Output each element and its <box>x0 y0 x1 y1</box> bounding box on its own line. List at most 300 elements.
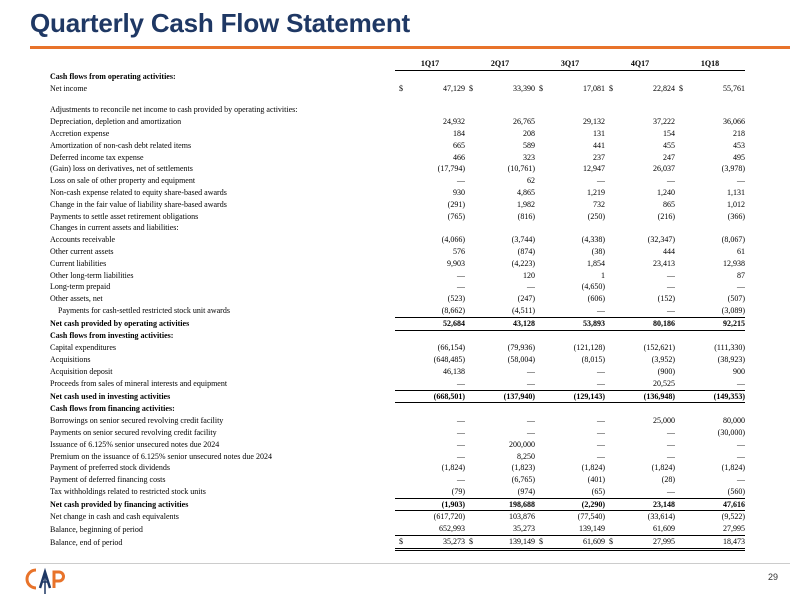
cell-value <box>675 378 745 390</box>
cell-value <box>465 246 535 258</box>
column-header: 1Q18 <box>675 58 745 70</box>
footer-rule <box>30 563 790 564</box>
cell-text: 61 <box>737 246 745 256</box>
cell-text: (3,089) <box>721 305 745 315</box>
cash-flow-table <box>50 58 750 551</box>
cell-text: (32,347) <box>647 235 675 245</box>
cell-value <box>535 403 605 415</box>
row-label: Balance, end of period <box>50 537 123 547</box>
cell-text: — <box>667 486 675 496</box>
cell-value <box>675 152 745 164</box>
cell-value <box>675 498 745 511</box>
cell-text: 80,000 <box>723 416 745 426</box>
cell-text: — <box>667 282 675 292</box>
cell-value <box>465 415 535 427</box>
cell-value <box>465 305 535 317</box>
cell-text: (33,614) <box>647 512 675 522</box>
cell-value <box>605 104 675 116</box>
cell-text: — <box>737 282 745 292</box>
cell-text: 930 <box>453 187 465 197</box>
cell-value <box>535 415 605 427</box>
cell-text: (6,765) <box>511 475 535 485</box>
row-label <box>50 94 395 104</box>
cell-value <box>465 462 535 474</box>
cell-text: (1,824) <box>651 463 675 473</box>
cell-value <box>465 498 535 511</box>
table-row <box>50 83 750 95</box>
cell-value <box>465 330 535 342</box>
cell-value <box>535 270 605 282</box>
cell-value <box>605 523 675 535</box>
cell-value <box>395 104 465 116</box>
cell-value <box>465 199 535 211</box>
cell-value <box>605 462 675 474</box>
row-label: Balance, beginning of period <box>50 524 143 534</box>
cell-value <box>395 281 465 293</box>
cell-value <box>605 258 675 270</box>
cell-text: 27,995 <box>653 537 675 547</box>
cell-text: 22,824 <box>653 83 675 93</box>
cell-value <box>465 427 535 439</box>
cell-text: (560) <box>727 486 745 496</box>
table-row <box>50 222 750 234</box>
page-title: Quarterly Cash Flow Statement <box>30 8 410 38</box>
cell-value <box>675 270 745 282</box>
cell-value <box>535 140 605 152</box>
cell-value <box>465 128 535 140</box>
cell-text: (1,903) <box>441 499 465 509</box>
table-row <box>50 246 750 258</box>
cell-value <box>395 305 465 317</box>
cell-value <box>395 163 465 175</box>
cell-value <box>395 415 465 427</box>
cell-value <box>675 354 745 366</box>
cell-text: — <box>527 378 535 388</box>
row-label: Issuance of 6.125% senior unsecured notes due 2024 <box>50 439 220 449</box>
table-row <box>50 403 750 415</box>
cell-value <box>605 152 675 164</box>
cell-text: 61,609 <box>583 537 605 547</box>
cell-value <box>395 354 465 366</box>
title-rule <box>30 46 790 49</box>
cell-value <box>465 342 535 354</box>
table-row <box>50 116 750 128</box>
table-row <box>50 536 750 550</box>
cell-value <box>465 70 535 82</box>
cell-text: — <box>597 305 605 315</box>
cell-value <box>605 427 675 439</box>
cell-value <box>605 354 675 366</box>
cell-text: (66,154) <box>437 343 465 353</box>
cell-value <box>675 366 745 378</box>
cell-text: 47,129 <box>443 83 465 93</box>
cell-value <box>605 94 675 104</box>
cell-value <box>465 486 535 498</box>
cell-value <box>675 104 745 116</box>
cell-text: — <box>527 366 535 376</box>
cell-value <box>395 246 465 258</box>
cell-value <box>395 83 465 95</box>
row-label: Payments for cash-settled restricted stock unit awards <box>58 306 230 316</box>
cell-value <box>395 152 465 164</box>
cell-text: 865 <box>663 199 675 209</box>
table-row <box>50 451 750 463</box>
cell-text: (1,824) <box>581 463 605 473</box>
cell-text: — <box>667 270 675 280</box>
cell-value <box>675 83 745 95</box>
cell-value <box>465 104 535 116</box>
currency-symbol: $ <box>399 537 403 547</box>
cell-value <box>535 330 605 342</box>
cell-text: — <box>457 416 465 426</box>
cell-value <box>395 211 465 223</box>
cell-text: (3,952) <box>651 355 675 365</box>
cell-text: (2,290) <box>581 499 605 509</box>
row-label: Long-term prepaid <box>50 282 111 292</box>
cell-value <box>675 342 745 354</box>
cell-value <box>395 222 465 234</box>
cell-text: (1,824) <box>721 463 745 473</box>
row-label: Current liabilities <box>50 258 107 268</box>
cell-text: (129,143) <box>573 391 605 401</box>
cell-value <box>465 234 535 246</box>
cell-text: 495 <box>733 152 745 162</box>
cell-value <box>605 536 675 550</box>
cell-value <box>605 270 675 282</box>
cell-value <box>535 439 605 451</box>
cell-value <box>465 281 535 293</box>
cell-text: 4,865 <box>517 187 535 197</box>
cell-value <box>675 163 745 175</box>
cell-text: 1,240 <box>657 187 675 197</box>
cell-value <box>395 523 465 535</box>
cell-value <box>395 70 465 82</box>
cell-text: (8,662) <box>441 305 465 315</box>
cell-text: 87 <box>737 270 745 280</box>
cell-value <box>675 281 745 293</box>
cell-value <box>605 498 675 511</box>
page-number: 29 <box>767 572 778 582</box>
currency-symbol: $ <box>679 83 683 93</box>
cell-value <box>605 317 675 330</box>
cell-text: — <box>527 416 535 426</box>
cell-text: (3,744) <box>511 235 535 245</box>
cell-text: (8,067) <box>721 235 745 245</box>
cell-value <box>605 234 675 246</box>
cell-value <box>535 523 605 535</box>
cell-value <box>395 317 465 330</box>
cell-value <box>535 511 605 523</box>
cell-text: (65) <box>591 486 605 496</box>
cell-text: — <box>737 475 745 485</box>
cell-text: (149,353) <box>713 391 745 401</box>
cell-value <box>465 258 535 270</box>
row-label: Other long-term liabilities <box>50 270 134 280</box>
cell-text: — <box>597 451 605 461</box>
cell-text: 36,066 <box>723 117 745 127</box>
cell-value <box>605 378 675 390</box>
table-row <box>50 305 750 317</box>
currency-symbol: $ <box>539 537 543 547</box>
table-row <box>50 70 750 82</box>
cell-text: 61,609 <box>653 524 675 534</box>
cell-text: (79) <box>451 486 465 496</box>
cell-value <box>465 83 535 95</box>
cell-value <box>395 116 465 128</box>
cell-text: 198,688 <box>509 499 535 509</box>
cell-text: 323 <box>523 152 535 162</box>
row-label: Amortization of non-cash debt related items <box>50 140 192 150</box>
currency-symbol: $ <box>609 83 613 93</box>
cell-value <box>535 199 605 211</box>
cell-value <box>465 390 535 403</box>
cell-value <box>465 116 535 128</box>
row-label: Change in the fair value of liability share-based awards <box>50 199 227 209</box>
cell-value <box>605 83 675 95</box>
cell-value <box>395 536 465 550</box>
cell-value <box>535 175 605 187</box>
cell-text: — <box>457 282 465 292</box>
cell-text: (77,540) <box>577 512 605 522</box>
cell-text: — <box>527 427 535 437</box>
cell-value <box>605 366 675 378</box>
cell-text: — <box>597 378 605 388</box>
cell-text: (507) <box>727 294 745 304</box>
table-row <box>50 427 750 439</box>
cell-text: (4,066) <box>441 235 465 245</box>
cell-value <box>395 498 465 511</box>
cell-text: 9,903 <box>447 258 465 268</box>
row-label: Capital expenditures <box>50 343 116 353</box>
cell-value <box>465 140 535 152</box>
cell-text: (152) <box>657 294 675 304</box>
cell-text: (17,794) <box>437 164 465 174</box>
column-header: 4Q17 <box>605 58 675 70</box>
cell-text: 12,938 <box>723 258 745 268</box>
cell-text: 652,993 <box>439 524 465 534</box>
cell-text: (366) <box>727 211 745 221</box>
table-row <box>50 523 750 535</box>
cell-text: — <box>457 427 465 437</box>
cell-text: 900 <box>733 366 745 376</box>
cell-value <box>395 486 465 498</box>
cell-value <box>395 366 465 378</box>
cell-text: 18,473 <box>723 537 745 547</box>
cell-text: 29,132 <box>583 117 605 127</box>
cell-value <box>465 211 535 223</box>
cell-text: 237 <box>593 152 605 162</box>
cell-text: 26,037 <box>653 164 675 174</box>
cell-value <box>605 342 675 354</box>
cell-value <box>605 486 675 498</box>
cell-text: 23,413 <box>653 258 675 268</box>
column-header: 1Q17 <box>395 58 465 70</box>
cell-value <box>395 427 465 439</box>
table-row <box>50 152 750 164</box>
cell-value <box>675 305 745 317</box>
cell-value <box>395 330 465 342</box>
cell-value <box>605 451 675 463</box>
cell-text: 35,273 <box>443 537 465 547</box>
cell-text: (136,948) <box>643 391 675 401</box>
table-row <box>50 128 750 140</box>
cell-text: — <box>667 439 675 449</box>
cell-value <box>675 462 745 474</box>
cell-value <box>535 258 605 270</box>
cell-text: 8,250 <box>517 451 535 461</box>
cell-value <box>675 403 745 415</box>
cell-value <box>535 305 605 317</box>
cell-text: — <box>597 416 605 426</box>
row-label: Net cash provided by financing activities <box>50 499 189 509</box>
cell-text: 1,012 <box>727 199 745 209</box>
cell-text: 53,893 <box>583 318 605 328</box>
cell-text: — <box>597 366 605 376</box>
cell-value <box>465 222 535 234</box>
cell-value <box>465 270 535 282</box>
table-row <box>50 104 750 116</box>
cell-value <box>675 439 745 451</box>
row-label: Proceeds from sales of mineral interests and equipment <box>50 378 228 388</box>
cell-text: 218 <box>733 128 745 138</box>
table-body <box>50 70 750 549</box>
cell-value <box>675 70 745 82</box>
cell-text: (28) <box>661 475 675 485</box>
cell-value <box>395 439 465 451</box>
cell-text: 131 <box>593 128 605 138</box>
cell-text: — <box>457 176 465 186</box>
table-row <box>50 175 750 187</box>
cell-text: 23,148 <box>653 499 675 509</box>
cell-value <box>605 128 675 140</box>
cell-text: — <box>597 439 605 449</box>
cell-value <box>605 116 675 128</box>
cell-text: — <box>667 451 675 461</box>
row-label: Net cash used in investing activities <box>50 391 171 401</box>
cell-text: (668,501) <box>433 391 465 401</box>
currency-symbol: $ <box>469 83 473 93</box>
cell-text: 1 <box>601 270 605 280</box>
cell-text: 27,995 <box>723 524 745 534</box>
cell-text: (648,485) <box>433 355 465 365</box>
cell-text: 12,947 <box>583 164 605 174</box>
cell-text: (523) <box>447 294 465 304</box>
row-label: Net change in cash and cash equivalents <box>50 512 179 522</box>
cell-value <box>675 187 745 199</box>
cell-text: 43,128 <box>513 318 535 328</box>
cell-value <box>395 511 465 523</box>
table-row <box>50 281 750 293</box>
table-row <box>50 498 750 511</box>
cell-value <box>535 462 605 474</box>
cell-value <box>535 536 605 550</box>
cell-value <box>535 317 605 330</box>
cell-value <box>535 116 605 128</box>
cell-value <box>605 211 675 223</box>
table-row <box>50 462 750 474</box>
cell-text: (1,823) <box>511 463 535 473</box>
cell-value <box>535 104 605 116</box>
cell-value <box>465 536 535 550</box>
cell-value <box>465 523 535 535</box>
cell-text: (900) <box>657 366 675 376</box>
cell-text: — <box>457 475 465 485</box>
cell-value <box>535 234 605 246</box>
table-row <box>50 439 750 451</box>
cell-value <box>535 366 605 378</box>
cell-value <box>535 281 605 293</box>
cell-text: 24,932 <box>443 117 465 127</box>
cell-value <box>465 474 535 486</box>
cell-value <box>465 293 535 305</box>
cell-text: (765) <box>447 211 465 221</box>
column-header: 2Q17 <box>465 58 535 70</box>
table-row <box>50 366 750 378</box>
cell-value <box>465 152 535 164</box>
cell-value <box>395 462 465 474</box>
row-label: Cash flows from operating activities: <box>50 71 176 81</box>
cell-text: (617,720) <box>433 512 465 522</box>
row-label: Payment of preferred stock dividends <box>50 463 170 473</box>
cell-value <box>605 70 675 82</box>
cell-text: (291) <box>447 199 465 209</box>
cell-value <box>535 163 605 175</box>
row-label: Adjustments to reconcile net income to cash provided by operating activities: <box>50 105 298 115</box>
cell-text: 139,149 <box>579 524 605 534</box>
cell-text: (9,522) <box>721 512 745 522</box>
cell-value <box>395 390 465 403</box>
cell-value <box>395 270 465 282</box>
row-label: Borrowings on senior secured revolving credit facility <box>50 416 224 426</box>
cell-text: (121,128) <box>573 343 605 353</box>
table-row <box>50 378 750 390</box>
cell-text: 1,219 <box>587 187 605 197</box>
cell-text: 732 <box>593 199 605 209</box>
cell-value <box>465 187 535 199</box>
cell-value <box>535 222 605 234</box>
cell-text: (874) <box>517 246 535 256</box>
cell-text: 25,000 <box>653 416 675 426</box>
row-label: Cash flows from investing activities: <box>50 331 174 341</box>
table-row <box>50 140 750 152</box>
cell-text: (58,004) <box>507 355 535 365</box>
table-row <box>50 258 750 270</box>
cell-text: — <box>527 282 535 292</box>
cell-value <box>675 140 745 152</box>
cell-text: (152,621) <box>643 343 675 353</box>
cell-text: (250) <box>587 211 605 221</box>
cell-text: (137,940) <box>503 391 535 401</box>
cell-value <box>605 175 675 187</box>
table-row <box>50 293 750 305</box>
cell-value <box>675 258 745 270</box>
cell-text: (4,223) <box>511 258 535 268</box>
row-label: Payment of deferred financing costs <box>50 475 166 485</box>
row-label: Changes in current assets and liabilities: <box>50 223 179 233</box>
row-label: Accretion expense <box>50 128 110 138</box>
currency-symbol: $ <box>399 83 403 93</box>
table-row <box>50 330 750 342</box>
cell-value <box>675 199 745 211</box>
cell-text: 444 <box>663 246 675 256</box>
cell-text: — <box>457 451 465 461</box>
cell-value <box>395 187 465 199</box>
cell-value <box>675 415 745 427</box>
cell-value <box>675 427 745 439</box>
cell-value <box>395 258 465 270</box>
cell-value <box>605 511 675 523</box>
row-label: Other current assets <box>50 246 114 256</box>
